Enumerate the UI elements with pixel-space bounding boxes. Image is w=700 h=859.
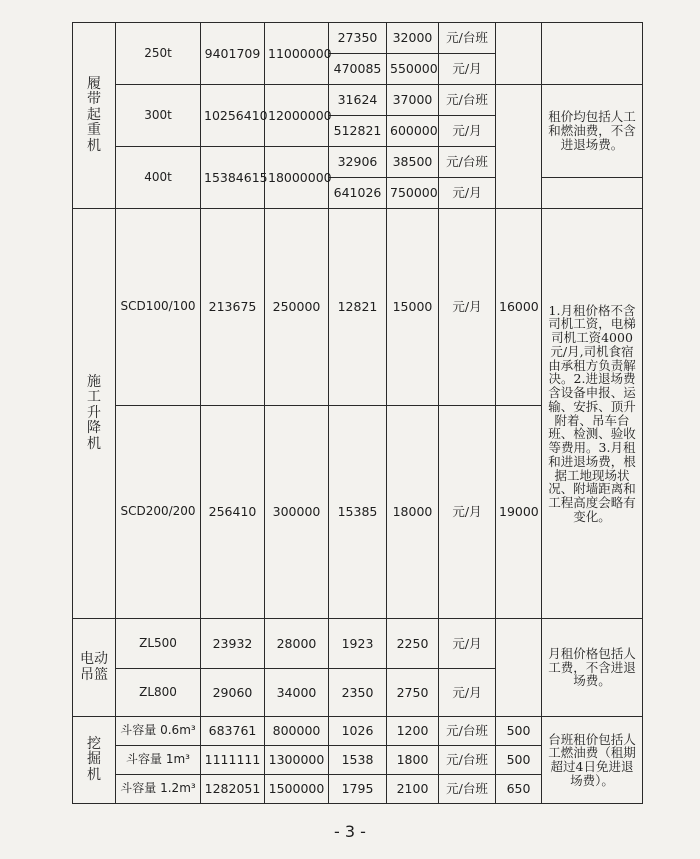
category-electric-basket: 电动 吊篮 (73, 619, 116, 717)
note-excavator: 台班租价包括人工燃油费（租期超过4日免进退场费）。 (542, 717, 643, 804)
price-incl-tax: 250000 (265, 209, 329, 406)
rent-incl-tax: 32000 (387, 23, 439, 54)
price-incl-tax: 12000000 (265, 85, 329, 147)
price-incl-tax: 300000 (265, 406, 329, 619)
price-excl-tax: 1282051 (201, 775, 265, 804)
price-incl-tax: 28000 (265, 619, 329, 669)
model-cell: ZL800 (116, 669, 201, 717)
entry-fee-cell (496, 619, 542, 717)
rent-excl-tax: 1538 (329, 746, 387, 775)
rent-unit: 元/月 (439, 669, 496, 717)
rent-excl-tax: 31624 (329, 85, 387, 116)
model-cell: 300t (116, 85, 201, 147)
table-row (73, 717, 643, 746)
rent-incl-tax: 37000 (387, 85, 439, 116)
rent-incl-tax: 2100 (387, 775, 439, 804)
note-construction-elevator: 1.月租价格不含司机工资，电梯司机工资4000元/月,司机食宿由承租方负责解决。2.进退场费含设备申报、运输、安拆、顶升附着、吊车台班、检测、验收等费用。3.月租和进退场费，根据工地现场状况、附墙距离和工程高度会略有变化。 (542, 209, 643, 619)
entry-fee-cell (496, 85, 542, 209)
table-row (73, 209, 643, 406)
rent-unit: 元/月 (439, 406, 496, 619)
page-number: - 3 - (334, 822, 366, 841)
table-row (73, 619, 643, 669)
model-cell: 400t (116, 147, 201, 209)
price-excl-tax: 1111111 (201, 746, 265, 775)
entry-fee: 19000 (496, 406, 542, 619)
model-cell: ZL500 (116, 619, 201, 669)
rent-incl-tax: 15000 (387, 209, 439, 406)
rent-unit: 元/月 (439, 619, 496, 669)
rent-incl-tax: 18000 (387, 406, 439, 619)
rent-unit: 元/台班 (439, 147, 496, 178)
rent-excl-tax: 1026 (329, 717, 387, 746)
note-electric-basket: 月租价格包括人工费，不含进退场费。 (542, 619, 643, 717)
price-incl-tax: 18000000 (265, 147, 329, 209)
rent-unit: 元/台班 (439, 717, 496, 746)
note-crawler-crane: 租价均包括人工和燃油费，不含进退场费。 (542, 85, 643, 178)
rent-excl-tax: 641026 (329, 178, 387, 209)
rent-excl-tax: 470085 (329, 54, 387, 85)
price-excl-tax: 23932 (201, 619, 265, 669)
rent-unit: 元/月 (439, 209, 496, 406)
rent-unit: 元/月 (439, 54, 496, 85)
rent-unit: 元/台班 (439, 775, 496, 804)
model-cell: SCD200/200 (116, 406, 201, 619)
entry-fee: 16000 (496, 209, 542, 406)
price-incl-tax: 1300000 (265, 746, 329, 775)
rental-price-table (72, 22, 643, 804)
rent-incl-tax: 750000 (387, 178, 439, 209)
note-cell-empty (542, 23, 643, 85)
price-incl-tax: 34000 (265, 669, 329, 717)
rent-incl-tax: 600000 (387, 116, 439, 147)
entry-fee: 650 (496, 775, 542, 804)
price-incl-tax: 800000 (265, 717, 329, 746)
rent-incl-tax: 2250 (387, 619, 439, 669)
rent-unit: 元/台班 (439, 85, 496, 116)
category-excavator: 挖 掘 机 (73, 717, 116, 804)
rent-excl-tax: 15385 (329, 406, 387, 619)
model-cell: 斗容量 0.6m³ (116, 717, 201, 746)
rent-unit: 元/月 (439, 116, 496, 147)
price-excl-tax: 9401709 (201, 23, 265, 85)
rent-incl-tax: 38500 (387, 147, 439, 178)
price-excl-tax: 29060 (201, 669, 265, 717)
rent-unit: 元/台班 (439, 23, 496, 54)
model-cell: 斗容量 1.2m³ (116, 775, 201, 804)
rent-excl-tax: 32906 (329, 147, 387, 178)
price-excl-tax: 15384615 (201, 147, 265, 209)
price-excl-tax: 683761 (201, 717, 265, 746)
category-crawler-crane: 履 带 起 重 机 (73, 23, 116, 209)
rent-incl-tax: 550000 (387, 54, 439, 85)
entry-fee: 500 (496, 717, 542, 746)
rent-excl-tax: 12821 (329, 209, 387, 406)
rent-excl-tax: 2350 (329, 669, 387, 717)
rent-excl-tax: 27350 (329, 23, 387, 54)
rent-incl-tax: 1200 (387, 717, 439, 746)
entry-fee: 500 (496, 746, 542, 775)
price-incl-tax: 11000000 (265, 23, 329, 85)
table-row (73, 85, 643, 116)
category-construction-elevator: 施 工 升 降 机 (73, 209, 116, 619)
rent-excl-tax: 1923 (329, 619, 387, 669)
note-cell-empty (542, 178, 643, 209)
model-cell: 250t (116, 23, 201, 85)
rent-incl-tax: 2750 (387, 669, 439, 717)
model-cell: SCD100/100 (116, 209, 201, 406)
rent-excl-tax: 1795 (329, 775, 387, 804)
table-row (73, 23, 643, 54)
model-cell: 斗容量 1m³ (116, 746, 201, 775)
rent-excl-tax: 512821 (329, 116, 387, 147)
price-excl-tax: 10256410 (201, 85, 265, 147)
price-excl-tax: 213675 (201, 209, 265, 406)
price-excl-tax: 256410 (201, 406, 265, 619)
rent-unit: 元/月 (439, 178, 496, 209)
entry-fee-cell (496, 23, 542, 85)
price-incl-tax: 1500000 (265, 775, 329, 804)
rent-incl-tax: 1800 (387, 746, 439, 775)
rent-unit: 元/台班 (439, 746, 496, 775)
